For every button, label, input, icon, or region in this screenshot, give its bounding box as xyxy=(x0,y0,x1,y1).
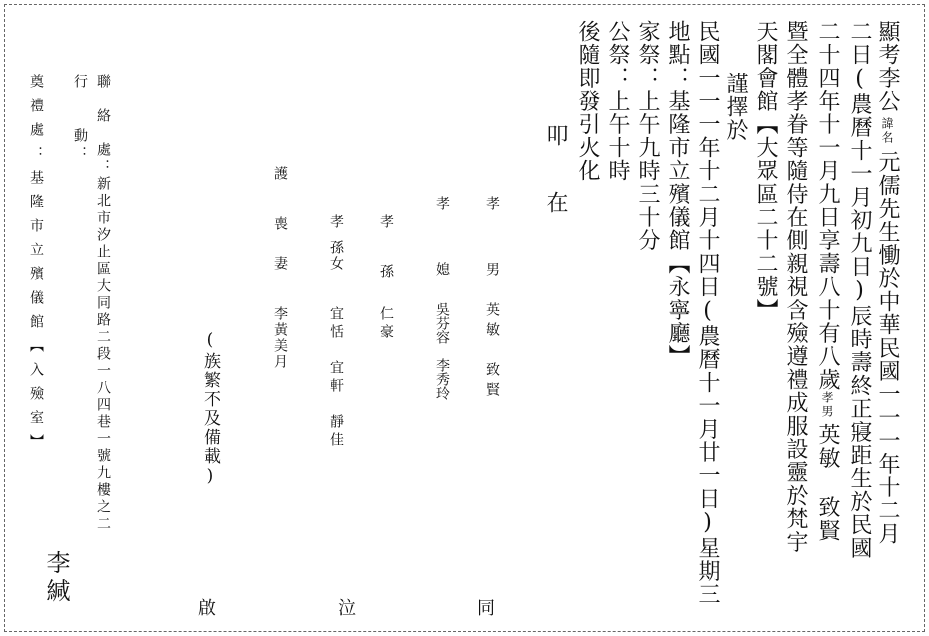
xiao-label-2: 孝 xyxy=(434,196,450,217)
family-note: (族繁不及備載) xyxy=(200,330,220,488)
grandson-label: 孫 xyxy=(378,264,394,285)
grandson-names: 仁豪 xyxy=(378,306,394,342)
obituary-col8: 地點：基隆市立殯儀館【永寧廳】 xyxy=(665,20,690,368)
footer-qi: 泣 xyxy=(338,598,356,619)
mobile-label: 行 動： xyxy=(72,74,88,164)
footer-tong: 同 xyxy=(477,598,495,619)
son-label: 男 xyxy=(484,262,500,283)
obituary-col12: 叩 在 xyxy=(543,124,568,223)
granddaughter-names: 宜恬 宜軒 靜佳 xyxy=(328,306,344,450)
xiao-label-4: 孝 xyxy=(328,214,344,235)
hu-label: 護 xyxy=(272,166,288,187)
granddaughter-label: 孫女 xyxy=(328,240,344,272)
obituary-col5: 天閣會館【大眾區二十二號】 xyxy=(753,20,778,322)
obituary-col7: 民國一一一年十二月十四日(農曆十一月廿一日)星期三 xyxy=(695,20,720,606)
sons-inline: 英敏 致賢 xyxy=(815,423,840,543)
name-note: 諱名 xyxy=(880,116,894,145)
wife-label: 喪 妻 xyxy=(272,216,288,276)
son-note: 孝男 xyxy=(820,391,834,420)
obituary-col6: 謹擇於 xyxy=(723,72,748,142)
deceased-title: 顯考李公 xyxy=(875,20,900,113)
footer-qi2: 啟 xyxy=(198,598,216,619)
sons-names: 英敏 致賢 xyxy=(484,302,500,402)
age-text: 二十四年十一月九日享壽八十有八歲 xyxy=(815,20,840,392)
obituary-col1 xyxy=(874,20,900,545)
obituary-col3 xyxy=(814,20,840,542)
sender-signature: 李緘 xyxy=(42,550,70,606)
obituary-col9: 家祭：上午九時三十分 xyxy=(635,20,660,252)
dil-label: 媳 xyxy=(434,262,450,283)
obituary-col2: 二日(農曆十一月初九日)辰時壽終正寢距生於民國 xyxy=(847,20,872,560)
liaison-address: 聯 絡 處：新北市汐止區大同路二段一八四巷一號九樓之二 xyxy=(95,74,111,533)
wife-name: 李黃美月 xyxy=(272,306,288,370)
deceased-name-date: 元儒先生慟於中華民國一一一年十二月 xyxy=(875,150,900,546)
xiao-label-3: 孝 xyxy=(378,214,394,235)
ceremony-location: 奠禮處：基隆市立殯儀館【入殮室】 xyxy=(28,74,44,458)
obituary-col4: 暨全體孝眷等隨侍在側親視含殮遵禮成服設靈於梵宇 xyxy=(783,20,808,554)
obituary-col10: 公祭：上午十時 xyxy=(605,20,630,183)
xiao-label-1: 孝 xyxy=(484,196,500,217)
obituary-col11: 後隨即發引火化 xyxy=(575,20,600,183)
dil-names: 吳芬容 李秀玲 xyxy=(434,302,450,400)
